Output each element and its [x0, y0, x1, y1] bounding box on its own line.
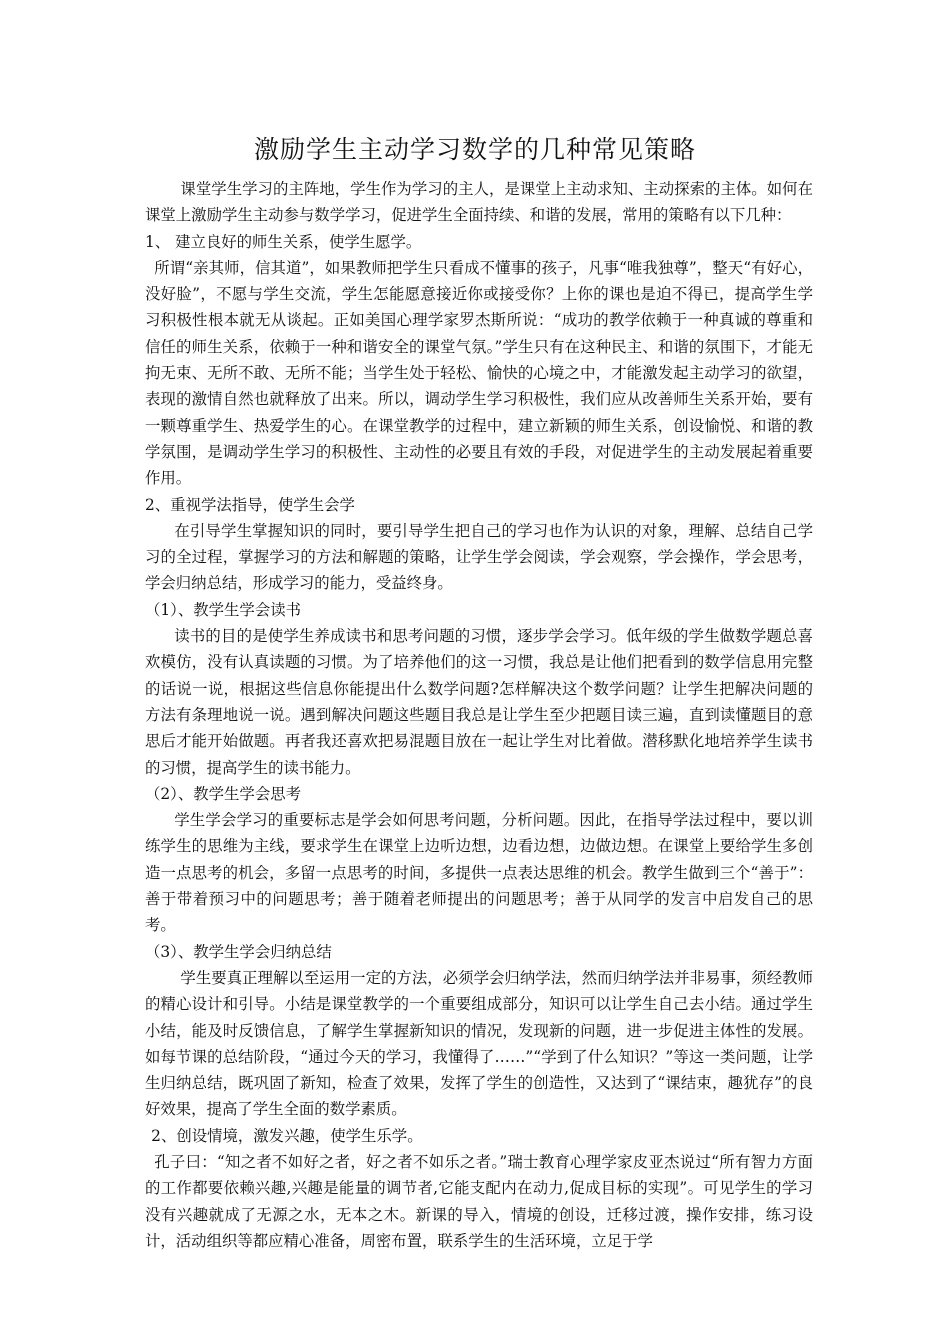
- section-heading-3: 2、创设情境，激发兴趣，使学生乐学。: [151, 1126, 423, 1145]
- document-body: [145, 176, 813, 1254]
- section-heading-2: 2、重视学法指导，使学生会学: [145, 495, 355, 514]
- body-paragraph: 读书的目的是使学生养成读书和思考问题的习惯，逐步学会学习。低年级的学生做数学题总喜欢模仿，没有认真读题的习惯。为了培养他们的这一习惯，我总是让他们把看到的数学信息用完整的话说一说，根据这些信息你能提出什么数学问题?怎样解决这个数学问题？让学生把解决问题的方法有条理地说一说。遇到解决问题这些题目我总是让学生至少把题目读三遍，直到读懂题目的意思后才能开始做题。再者我还喜欢把易混题目放在一起让学生对比着做。潜移默化地培养学生读书的习惯，提高学生的读书能力。: [145, 627, 813, 777]
- body-paragraph: 所谓“亲其师，信其道”，如果教师把学生只看成不懂事的孩子，凡事“唯我独尊”，整天“有好心，没好脸”，不愿与学生交流，学生怎能愿意接近你或接受你？上你的课也是迫不得已，提高学生学习积极性根本就无从谈起。正如美国心理学家罗杰斯所说：“成功的教学依赖于一种真诚的尊重和信任的师生关系，依赖于一种和谐安全的课堂气氛。”学生只有在这种民主、和谐的氛围下，才能无拘无束、无所不敢、无所不能；当学生处于轻松、愉快的心境之中，才能激发起主动学习的欲望，表现的激情自然也就释放了出来。所以，调动学生学习积极性，我们应从改善师生关系开始，要有一颗尊重学生、热爱学生的心。在课堂教学的过程中，建立新颖的师生关系，创设愉悦、和谐的教学氛围，是调动学生学习的积极性、主动性的必要且有效的手段，对促进学生的主动发展起着重要作用。: [145, 258, 813, 488]
- subsection-heading-2: （2）、教学生学会思考: [145, 784, 301, 803]
- intro-paragraph: 课堂学生学习的主阵地，学生作为学习的主人，是课堂上主动求知、主动探索的主体。如何在课堂上激励学生主动参与数学学习，促进学生全面持续、和谐的发展，常用的策略有以下几种：: [145, 180, 813, 225]
- subsection-heading-1: （1）、教学生学会读书: [145, 600, 301, 619]
- section-heading-1: 1、 建立良好的师生关系，使学生愿学。: [145, 232, 422, 251]
- body-paragraph: 孔子曰：“知之者不如好之者，好之者不如乐之者。”瑞士教育心理学家皮亚杰说过“所有智力方面的工作都要依赖兴趣,兴趣是能量的调节者,它能支配内在动力,促成目标的实现”。可见学生的学习没有兴趣就成了无源之水，无本之木。新课的导入，情境的创设，迁移过渡，操作安排，练习设计，活动组织等都应精心准备，周密布置，联系学生的生活环境，立足于学: [145, 1152, 813, 1250]
- document-title: 激励学生主动学习数学的几种常见策略: [253, 135, 696, 164]
- body-paragraph: 学生学会学习的重要标志是学会如何思考问题，分析问题。因此，在指导学法过程中，要以训练学生的思维为主线，要求学生在课堂上边听边想，边看边想，边做边想。在课堂上要给学生多创造一点思考的机会，多留一点思考的时间，多提供一点表达思维的机会。教学生做到三个“善于”：善于带着预习中的问题思考；善于随着老师提出的问题思考；善于从同学的发言中启发自己的思考。: [145, 811, 813, 935]
- body-paragraph: 在引导学生掌握知识的同时，要引导学生把自己的学习也作为认识的对象，理解、总结自己学习的全过程，掌握学习的方法和解题的策略，让学生学会阅读，学会观察，学会操作，学会思考，学会归纳总结，形成学习的能力，受益终身。: [145, 521, 813, 593]
- subsection-heading-3: （3）、教学生学会归纳总结: [145, 942, 332, 961]
- body-paragraph: 学生要真正理解以至运用一定的方法，必须学会归纳学法，然而归纳学法并非易事，须经教师的精心设计和引导。小结是课堂教学的一个重要组成部分，知识可以让学生自己去小结。通过学生小结，能及时反馈信息，了解学生掌握新知识的情况，发现新的问题，进一步促进主体性的发展。如每节课的总结阶段，“通过今天的学习，我懂得了……”“学到了什么知识？”等这一类问题，让学生归纳总结，既巩固了新知，检查了效果，发挥了学生的创造性，又达到了“课结束，趣犹存”的良好效果，提高了学生全面的数学素质。: [145, 968, 813, 1119]
